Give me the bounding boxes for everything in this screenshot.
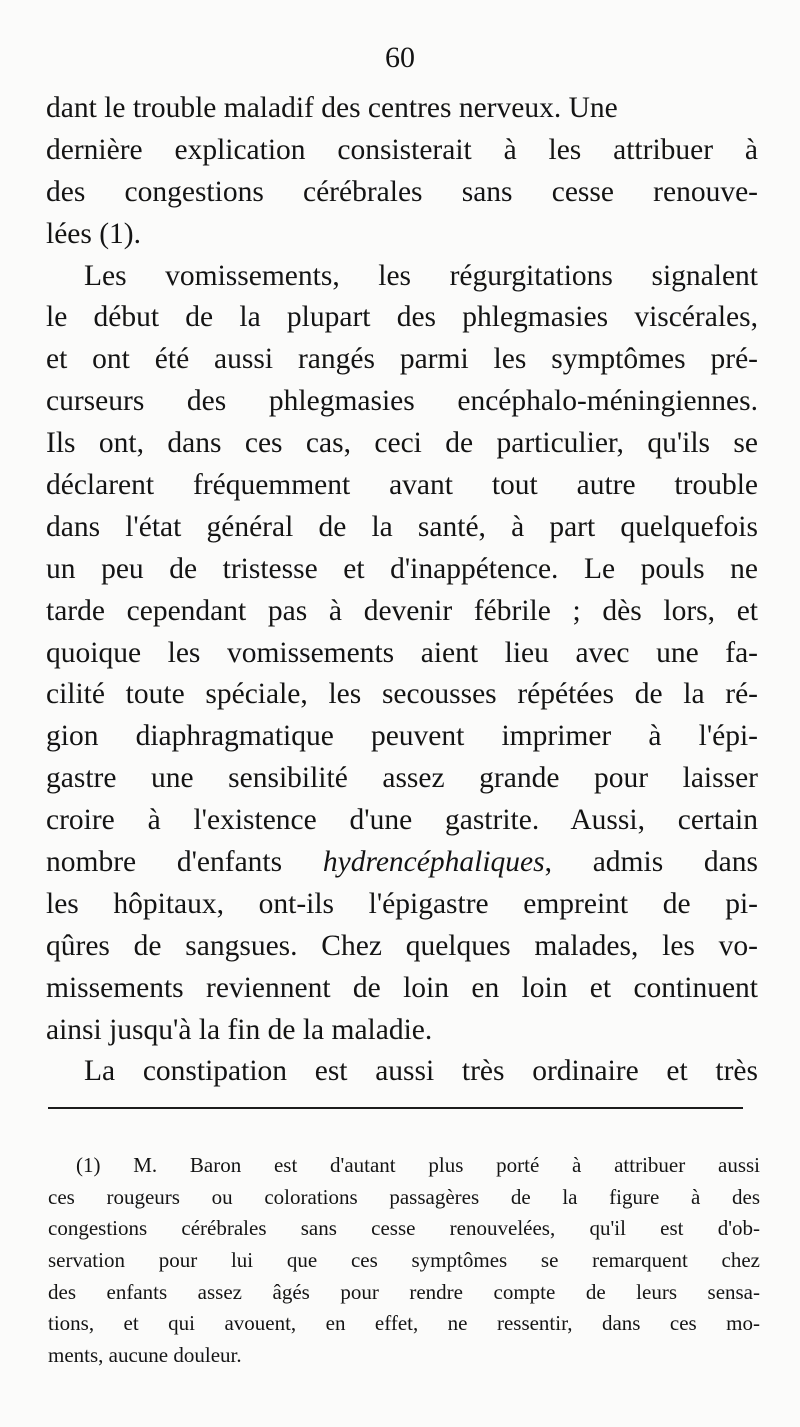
footnote-line: ces rougeurs ou colorations passagères de la figure à des <box>48 1184 760 1209</box>
footnote-line: des enfants assez âgés pour rendre compte de leurs sensa- <box>48 1279 760 1304</box>
text-line: ainsi jusqu'à la fin de la maladie. <box>46 1013 433 1046</box>
text-line: lées (1). <box>46 217 142 250</box>
text-segment: nombre d'enfants <box>46 846 323 879</box>
footnote-line: tions, et qui avouent, en effet, ne ressentir, dans ces mo- <box>48 1311 760 1336</box>
text-line: croire à l'existence d'une gastrite. Aussi, certain <box>46 804 758 837</box>
text-line: cilité toute spéciale, les secousses répétées de la ré- <box>46 678 758 711</box>
text-line: et ont été aussi rangés parmi les symptômes pré- <box>46 343 758 376</box>
page-number: 60 <box>385 41 415 74</box>
text-line: quoique les vomissements aient lieu avec une fa- <box>46 636 758 669</box>
text-line: les hôpitaux, ont-ils l'épigastre empreint de pi- <box>46 887 758 920</box>
text-line: gion diaphragmatique peuvent imprimer à l'épi- <box>46 720 758 753</box>
text-line: déclarent fréquemment avant tout autre trouble <box>46 469 758 502</box>
footnote <box>48 1150 760 1372</box>
text-line: des congestions cérébrales sans cesse renouve- <box>46 175 758 208</box>
footnote-separator <box>48 1107 743 1109</box>
text-line: gastre une sensibilité assez grande pour laisser <box>46 762 758 795</box>
footnote-line: servation pour lui que ces symptômes se remarquent chez <box>48 1248 760 1273</box>
text-line: missements reviennent de loin en loin et continuent <box>46 971 758 1004</box>
body-text <box>46 88 758 1093</box>
text-line: tarde cependant pas à devenir fébrile ; dès lors, et <box>46 594 758 627</box>
text-line: dans l'état général de la santé, à part quelquefois <box>46 510 758 543</box>
text-line: La constipation est aussi très ordinaire et très <box>84 1055 758 1088</box>
text-line: dant le trouble maladif des centres nerveux. Une <box>46 92 618 124</box>
text-line <box>46 842 758 884</box>
footnote-line: (1) M. Baron est d'autant plus porté à attribuer aussi <box>76 1153 760 1177</box>
text-line: le début de la plupart des phlegmasies viscérales, <box>46 301 758 334</box>
italic-term: hydrencéphaliques <box>322 846 545 879</box>
footnote-line: ments, aucune douleur. <box>48 1343 242 1368</box>
text-line: dernière explication consisterait à les attribuer à <box>46 133 758 166</box>
footnote-line: congestions cérébrales sans cesse renouvelées, qu'il est d'ob- <box>48 1216 760 1241</box>
text-line: curseurs des phlegmasies encéphalo-méningiennes. <box>46 385 758 418</box>
text-line: Les vomissements, les régurgitations signalent <box>84 259 758 292</box>
text-line: un peu de tristesse et d'inappétence. Le pouls ne <box>46 552 758 585</box>
text-segment: , admis dans <box>544 846 758 879</box>
text-line: Ils ont, dans ces cas, ceci de particulier, qu'ils se <box>46 427 758 460</box>
text-line: qûres de sangsues. Chez quelques malades, les vo- <box>46 929 758 962</box>
